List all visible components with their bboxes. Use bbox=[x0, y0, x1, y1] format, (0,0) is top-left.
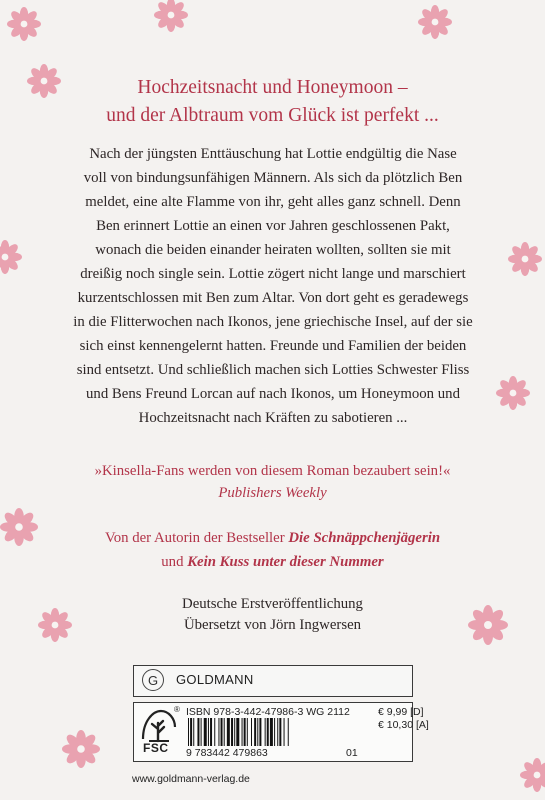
flower-icon bbox=[508, 242, 542, 276]
blurb-line: und Bens Freund Lorcan auf nach Ikonos, um Honeymoon und bbox=[86, 386, 460, 402]
barcode-addon: 01 bbox=[346, 747, 358, 759]
blurb-line: voll von bindungsunfähigen Männern. Als sich da plötzlich Ben bbox=[83, 170, 463, 186]
barcode-box bbox=[133, 702, 429, 762]
blurb-line: kurzentschlossen mit Ben zum Altar. Von dort geht es geradewegs bbox=[77, 290, 469, 306]
other-titles-line-2 bbox=[70, 550, 475, 574]
price-austria: € 10,30 [A] bbox=[378, 719, 429, 731]
blurb-line: meldet, eine alte Flamme von ihr, geht alles ganz schnell. Denn bbox=[85, 194, 461, 210]
price-list bbox=[378, 706, 429, 732]
flower-icon bbox=[154, 0, 188, 32]
fsc-label: FSC bbox=[143, 741, 169, 755]
quote-text: »Kinsella-Fans werden von diesem Roman bezaubert sein!« bbox=[94, 463, 451, 479]
barcode-number: 9 783442 479863 bbox=[186, 747, 268, 759]
edition-info bbox=[70, 594, 475, 636]
publisher-website: www.goldmann-verlag.de bbox=[132, 773, 250, 785]
flower-icon bbox=[0, 508, 38, 546]
price-germany: € 9,99 [D] bbox=[378, 706, 424, 718]
barcode-bars bbox=[188, 718, 342, 746]
other-titles bbox=[70, 526, 475, 574]
publisher-name: GOLDMANN bbox=[176, 672, 254, 687]
blurb-line: dreißig noch single sein. Lottie zögert nicht lange und marschiert bbox=[80, 266, 466, 282]
edition-line: Deutsche Erstveröffentlichung bbox=[182, 596, 363, 612]
other-titles-line-1 bbox=[70, 526, 475, 550]
flower-icon bbox=[7, 7, 41, 41]
headline bbox=[60, 74, 485, 130]
blurb-line: sind entsetzt. Und schließlich machen sich Lotties Schwester Fliss bbox=[76, 362, 470, 378]
isbn-text: ISBN 978-3-442-47986-3 WG 2112 bbox=[186, 706, 350, 718]
goldmann-logo-icon: G bbox=[142, 669, 164, 691]
translator-line: Übersetzt von Jörn Ingwersen bbox=[183, 617, 362, 633]
flower-icon bbox=[27, 64, 61, 98]
blurb-line: in die Flitterwochen nach Ikonos, jene griechische Insel, auf der sie bbox=[73, 314, 473, 330]
flower-icon bbox=[38, 608, 72, 642]
flower-icon bbox=[520, 758, 545, 792]
blurb-line: sich einst kennengelernt hatten. Freunde und Familien der beiden bbox=[79, 338, 467, 354]
registered-mark: ® bbox=[174, 705, 180, 714]
review-quote bbox=[70, 460, 475, 504]
flower-icon bbox=[496, 376, 530, 410]
publisher-box bbox=[133, 665, 413, 697]
blurb-line: Ben erinnert Lottie an einen vor Jahren geschlossenen Pakt, bbox=[96, 218, 450, 234]
blurb-text bbox=[66, 142, 480, 430]
flower-icon bbox=[62, 730, 100, 768]
blurb-line: Hochzeitsnacht nach Kräften zu sabotieren ... bbox=[138, 410, 408, 426]
other-title-2: Kein Kuss unter dieser Nummer bbox=[187, 554, 384, 570]
other-title-1: Die Schnäppchenjägerin bbox=[288, 530, 441, 546]
headline-line-2: und der Albtraum vom Glück ist perfekt ... bbox=[106, 105, 439, 126]
flower-icon bbox=[418, 5, 452, 39]
blurb-line: wonach die beiden einander heiraten wollten, sollten sie mit bbox=[95, 242, 451, 258]
other-titles-prefix: Von der Autorin der Bestseller bbox=[104, 530, 285, 546]
headline-line-1: Hochzeitsnacht und Honeymoon – bbox=[137, 77, 408, 98]
flower-icon bbox=[0, 240, 22, 274]
blurb-line: Nach der jüngsten Enttäuschung hat Lottie endgültig die Nase bbox=[89, 146, 457, 162]
other-titles-connector: und bbox=[161, 554, 184, 570]
quote-source: Publishers Weekly bbox=[218, 485, 327, 501]
